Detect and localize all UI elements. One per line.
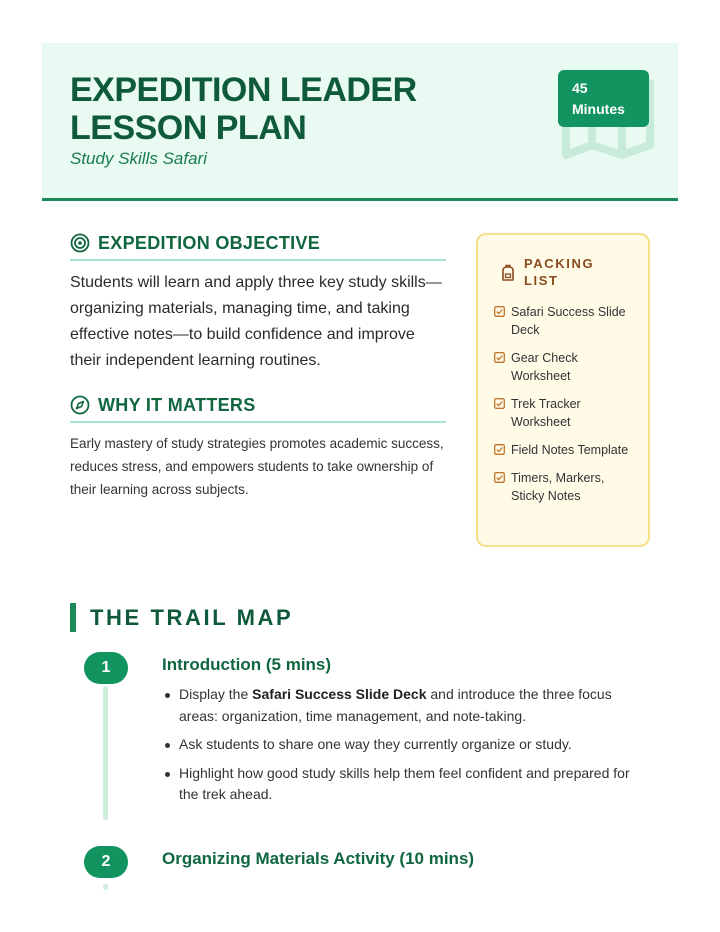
backpack-icon [500, 264, 516, 282]
target-icon [70, 233, 90, 253]
compass-icon [70, 395, 90, 415]
packing-item-label: Timers, Markers, Sticky Notes [511, 471, 605, 503]
matters-heading-label: WHY IT MATTERS [98, 394, 256, 415]
checkbox-icon [494, 306, 505, 317]
page-title: EXPEDITION LEADER LESSON PLAN [70, 71, 417, 147]
checkbox-icon [494, 444, 505, 455]
duration-number: 45 [572, 80, 588, 96]
material-name: Safari Success Slide Deck [252, 686, 427, 702]
packing-item-label: Gear Check Worksheet [511, 351, 578, 383]
step-bullets [162, 684, 652, 813]
checkbox-icon [494, 352, 505, 363]
step-title: Organizing Materials Activity (10 mins) [162, 849, 475, 868]
packing-item [494, 303, 632, 339]
step-title: Introduction (5 mins) [162, 655, 332, 674]
page-subtitle: Study Skills Safari [70, 149, 207, 168]
objective-heading-label: EXPEDITION OBJECTIVE [98, 232, 321, 253]
packing-item [494, 469, 632, 505]
step-number-badge: 1 [84, 652, 128, 684]
packing-list-card [476, 233, 650, 547]
checkbox-icon [494, 472, 505, 483]
packing-item [494, 349, 632, 385]
checkbox-icon [494, 398, 505, 409]
step-bullet: Ask students to share one way they currently organize or study. [162, 734, 652, 756]
lesson-header [42, 43, 678, 201]
matters-heading [70, 393, 446, 423]
objective-text: Students will learn and apply three key study skills—organizing materials, managing time, and taking effective notes—to build confidence and improve their independent learning routines. [70, 274, 442, 369]
step-connector [103, 686, 108, 820]
trail-map-heading: THE TRAIL MAP [70, 603, 293, 632]
packing-items [494, 303, 632, 505]
packing-item-label: Safari Success Slide Deck [511, 305, 626, 337]
duration-unit: Minutes [572, 101, 625, 117]
duration-badge [558, 70, 649, 127]
matters-text: Early mastery of study strategies promotes academic success, reduces stress, and empowers students to take ownership of their learning across subjects. [70, 436, 444, 497]
step-bullet: Display the Safari Success Slide Deck and introduce the three focus areas: organization, time management, and note-taking. [162, 684, 652, 727]
step-connector [103, 884, 108, 890]
packing-item [494, 395, 632, 431]
packing-item-label: Field Notes Template [511, 443, 629, 457]
packing-item-label: Trek Tracker Worksheet [511, 397, 581, 429]
step-bullet: Highlight how good study skills help them feel confident and prepared for the trek ahead. [162, 763, 652, 806]
packing-item [494, 441, 632, 459]
packing-list-title [500, 255, 632, 289]
objective-heading [70, 231, 446, 261]
packing-list-title-text: PACKING LIST [524, 256, 595, 288]
step-number-badge: 2 [84, 846, 128, 878]
